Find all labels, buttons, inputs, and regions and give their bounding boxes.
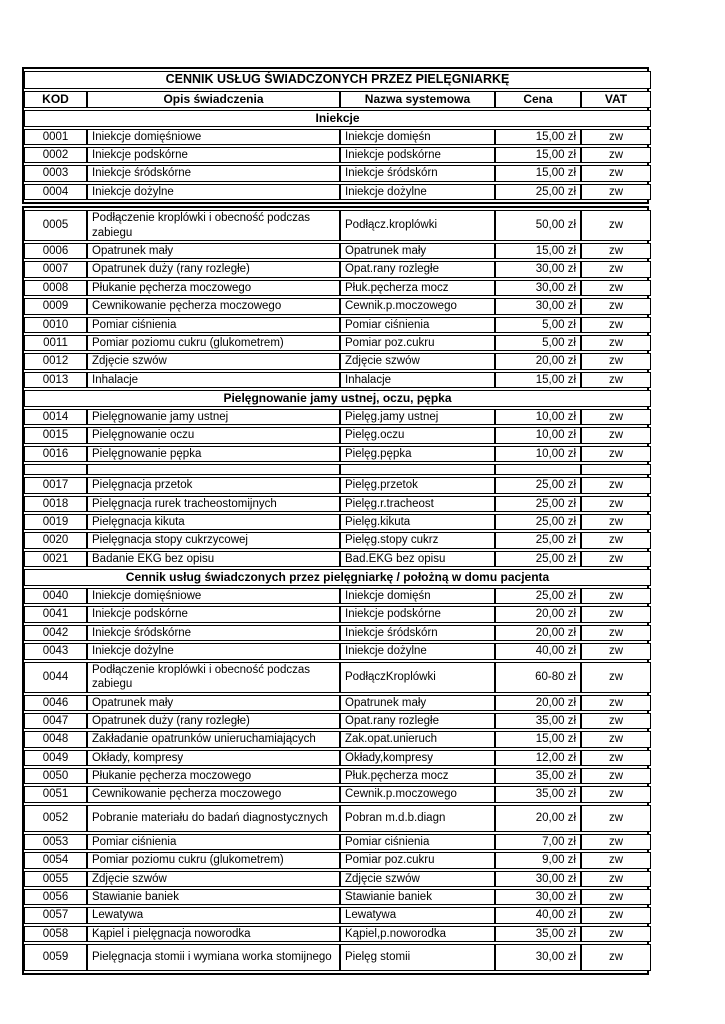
table-row: [24, 129, 651, 145]
table-row: [24, 477, 651, 493]
cell-kod: 0050: [24, 768, 87, 784]
cell-price: 35,00 zł: [495, 926, 581, 942]
cell-kod: 0044: [24, 662, 87, 693]
cell-description: Zdjęcie szwów: [87, 871, 340, 887]
cell-system-name: Iniekcje dożylne: [340, 643, 495, 659]
cell-price: 15,00 zł: [495, 731, 581, 747]
cell-kod: 0052: [24, 805, 87, 832]
cell-price: 5,00 zł: [495, 317, 581, 333]
cell-system-name: Stawianie baniek: [340, 889, 495, 905]
cell-kod: 0058: [24, 926, 87, 942]
cell-vat: zw: [581, 643, 651, 659]
cell-description: Iniekcje śródskórne: [87, 625, 340, 641]
table-row: [24, 750, 651, 766]
cell-kod: 0056: [24, 889, 87, 905]
cell-description: Pielęgnacja przetok: [87, 477, 340, 493]
cell-kod: 0042: [24, 625, 87, 641]
cell-system-name: Pielęg.stopy cukrz: [340, 532, 495, 548]
column-header-opis: Opis świadczenia: [87, 91, 340, 108]
cell-description: Pielęgnacja rurek tracheostomijnych: [87, 496, 340, 512]
cell-description: Płukanie pęcherza moczowego: [87, 768, 340, 784]
cell-system-name: Iniekcje podskórne: [340, 147, 495, 163]
cell-system-name: Zdjęcie szwów: [340, 871, 495, 887]
cell-kod: 0001: [24, 129, 87, 145]
cell-description: Pomiar poziomu cukru (glukometrem): [87, 335, 340, 351]
cell-description: Pielęgnowanie pępka: [87, 446, 340, 462]
cell-price: 20,00 zł: [495, 625, 581, 641]
table-row: [24, 210, 651, 241]
price-table: [24, 69, 651, 202]
cell-system-name: Iniekcje domięśn: [340, 129, 495, 145]
cell-vat: zw: [581, 713, 651, 729]
cell-description: Iniekcje dożylne: [87, 184, 340, 200]
cell-description: Iniekcje śródskórne: [87, 165, 340, 181]
column-header-kod: KOD: [24, 91, 87, 108]
cell-kod: 0019: [24, 514, 87, 530]
table-row: [24, 427, 651, 443]
title-row: [24, 71, 651, 89]
table-row: [24, 768, 651, 784]
cell-system-name: Cewnik.p.moczowego: [340, 298, 495, 314]
cell-vat: zw: [581, 298, 651, 314]
cell-vat: zw: [581, 514, 651, 530]
cell-description: Zakładanie opatrunków unieruchamiających: [87, 731, 340, 747]
cell-description: Płukanie pęcherza moczowego: [87, 280, 340, 296]
table-row: [24, 786, 651, 802]
cell-vat: zw: [581, 889, 651, 905]
table-row: [24, 317, 651, 333]
cell-price: 10,00 zł: [495, 409, 581, 425]
cell-vat: zw: [581, 353, 651, 369]
cell-price: 40,00 zł: [495, 907, 581, 923]
price-table-secondary: [22, 206, 649, 975]
table-row: [24, 926, 651, 942]
cell-price: 25,00 zł: [495, 184, 581, 200]
cell-vat: zw: [581, 695, 651, 711]
empty-cell: [24, 464, 87, 475]
cell-system-name: Pomiar poz.cukru: [340, 852, 495, 868]
cell-vat: zw: [581, 786, 651, 802]
cell-kod: 0020: [24, 532, 87, 548]
cell-system-name: Pomiar poz.cukru: [340, 335, 495, 351]
cell-description: Pobranie materiału do badań diagnostycznych: [87, 805, 340, 832]
cell-kod: 0015: [24, 427, 87, 443]
cell-kod: 0043: [24, 643, 87, 659]
table-row: [24, 907, 651, 923]
cell-price: 20,00 zł: [495, 695, 581, 711]
table-row: [24, 713, 651, 729]
cell-price: 25,00 zł: [495, 477, 581, 493]
cell-price: 60-80 zł: [495, 662, 581, 693]
cell-vat: zw: [581, 147, 651, 163]
cell-kod: 0053: [24, 834, 87, 850]
cell-price: 25,00 zł: [495, 514, 581, 530]
cell-vat: zw: [581, 871, 651, 887]
cell-price: 35,00 zł: [495, 786, 581, 802]
cell-price: 30,00 zł: [495, 298, 581, 314]
column-header-vat: VAT: [581, 91, 651, 108]
cell-price: 30,00 zł: [495, 944, 581, 971]
table-row: [24, 514, 651, 530]
cell-vat: zw: [581, 834, 651, 850]
cell-kod: 0016: [24, 446, 87, 462]
cell-vat: zw: [581, 280, 651, 296]
column-header-nazwa: Nazwa systemowa: [340, 91, 495, 108]
cell-kod: 0017: [24, 477, 87, 493]
cell-system-name: Pomiar ciśnienia: [340, 317, 495, 333]
cell-description: Cewnikowanie pęcherza moczowego: [87, 298, 340, 314]
cell-vat: zw: [581, 165, 651, 181]
cell-kod: 0008: [24, 280, 87, 296]
cell-price: 15,00 zł: [495, 129, 581, 145]
cell-description: Pomiar ciśnienia: [87, 834, 340, 850]
cell-price: 15,00 zł: [495, 147, 581, 163]
cell-vat: zw: [581, 662, 651, 693]
cell-vat: zw: [581, 750, 651, 766]
cell-system-name: Pobran m.d.b.diagn: [340, 805, 495, 832]
cell-price: 10,00 zł: [495, 427, 581, 443]
cell-kod: 0012: [24, 353, 87, 369]
cell-price: 15,00 zł: [495, 372, 581, 388]
cell-description: Iniekcje dożylne: [87, 643, 340, 659]
cell-system-name: Iniekcje podskórne: [340, 606, 495, 622]
cell-description: Opatrunek mały: [87, 695, 340, 711]
table-row: [24, 147, 651, 163]
cell-vat: zw: [581, 852, 651, 868]
cell-kod: 0057: [24, 907, 87, 923]
column-header-cena: Cena: [495, 91, 581, 108]
cell-kod: 0005: [24, 210, 87, 241]
cell-price: 35,00 zł: [495, 768, 581, 784]
cell-kod: 0021: [24, 551, 87, 567]
table-row: [24, 496, 651, 512]
cell-price: 30,00 zł: [495, 261, 581, 277]
cell-kod: 0002: [24, 147, 87, 163]
cell-price: 50,00 zł: [495, 210, 581, 241]
cell-kod: 0059: [24, 944, 87, 971]
cell-description: Lewatywa: [87, 907, 340, 923]
table-row: [24, 805, 651, 832]
cell-kod: 0011: [24, 335, 87, 351]
cell-system-name: Pielęg.kikuta: [340, 514, 495, 530]
table-row: [24, 834, 651, 850]
cell-kod: 0041: [24, 606, 87, 622]
cell-system-name: Kąpiel,p.noworodka: [340, 926, 495, 942]
cell-vat: zw: [581, 768, 651, 784]
cell-kod: 0006: [24, 243, 87, 259]
cell-system-name: Iniekcje śródskórn: [340, 625, 495, 641]
table-row: [24, 871, 651, 887]
cell-vat: zw: [581, 409, 651, 425]
cell-system-name: Podłącz.kroplówki: [340, 210, 495, 241]
table-row: [24, 889, 651, 905]
cell-description: Iniekcje podskórne: [87, 147, 340, 163]
cell-vat: zw: [581, 805, 651, 832]
cell-vat: zw: [581, 532, 651, 548]
table-row: [24, 588, 651, 604]
cell-price: 40,00 zł: [495, 643, 581, 659]
cell-price: 15,00 zł: [495, 165, 581, 181]
cell-system-name: Pielęg.pępka: [340, 446, 495, 462]
cell-price: 20,00 zł: [495, 606, 581, 622]
table-row: [24, 353, 651, 369]
table-row: [24, 184, 651, 200]
cell-vat: zw: [581, 477, 651, 493]
cell-system-name: PodłączKroplówki: [340, 662, 495, 693]
cell-vat: zw: [581, 446, 651, 462]
cell-system-name: Opat.rany rozległe: [340, 713, 495, 729]
column-header-row: [24, 91, 651, 108]
cell-description: Opatrunek duży (rany rozległe): [87, 713, 340, 729]
empty-cell: [340, 464, 495, 475]
cell-system-name: Opatrunek mały: [340, 243, 495, 259]
price-table-primary: [22, 67, 649, 204]
table-row: [24, 551, 651, 567]
cell-kod: 0013: [24, 372, 87, 388]
cell-description: Pielęgnacja kikuta: [87, 514, 340, 530]
table-row: [24, 731, 651, 747]
cell-description: Iniekcje domięśniowe: [87, 129, 340, 145]
cell-system-name: Lewatywa: [340, 907, 495, 923]
cell-kod: 0051: [24, 786, 87, 802]
cell-kod: 0007: [24, 261, 87, 277]
table-row: [24, 643, 651, 659]
cell-system-name: Cewnik.p.moczowego: [340, 786, 495, 802]
cell-price: 35,00 zł: [495, 713, 581, 729]
cell-price: 25,00 zł: [495, 532, 581, 548]
cell-kod: 0003: [24, 165, 87, 181]
cell-vat: zw: [581, 731, 651, 747]
section-header-row: [24, 390, 651, 407]
table-row: [24, 165, 651, 181]
cell-vat: zw: [581, 335, 651, 351]
cell-description: Pielęgnacja stomii i wymiana worka stomijnego: [87, 944, 340, 971]
cell-system-name: Iniekcje dożylne: [340, 184, 495, 200]
cell-description: Kąpiel i pielęgnacja noworodka: [87, 926, 340, 942]
empty-cell: [495, 464, 581, 475]
table-row: [24, 243, 651, 259]
cell-kod: 0018: [24, 496, 87, 512]
cell-vat: zw: [581, 184, 651, 200]
cell-vat: zw: [581, 606, 651, 622]
cell-vat: zw: [581, 926, 651, 942]
table-row: [24, 606, 651, 622]
cell-price: 7,00 zł: [495, 834, 581, 850]
table-row: [24, 695, 651, 711]
document-title: CENNIK USŁUG ŚWIADCZONYCH PRZEZ PIELĘGNIARKĘ: [24, 71, 651, 89]
cell-system-name: Inhalacje: [340, 372, 495, 388]
empty-cell: [581, 464, 651, 475]
cell-kod: 0054: [24, 852, 87, 868]
cell-system-name: Pielęg.r.tracheost: [340, 496, 495, 512]
cell-kod: 0040: [24, 588, 87, 604]
table-row: [24, 852, 651, 868]
cell-price: 10,00 zł: [495, 446, 581, 462]
cell-vat: zw: [581, 496, 651, 512]
cell-kod: 0055: [24, 871, 87, 887]
table-row: [24, 261, 651, 277]
cell-vat: zw: [581, 210, 651, 241]
cell-vat: zw: [581, 907, 651, 923]
cell-description: Pielęgnowanie oczu: [87, 427, 340, 443]
cell-description: Podłączenie kroplówki i obecność podczas zabiegu: [87, 662, 340, 693]
cell-kod: 0049: [24, 750, 87, 766]
table-row: [24, 662, 651, 693]
cell-description: Pielęgnacja stopy cukrzycowej: [87, 532, 340, 548]
section-label: Iniekcje: [24, 110, 651, 127]
cell-price: 30,00 zł: [495, 871, 581, 887]
table-row: [24, 372, 651, 388]
section-label: Cennik usług świadczonych przez pielęgniarkę / położną w domu pacjenta: [24, 569, 651, 586]
cell-vat: zw: [581, 243, 651, 259]
cell-system-name: Pomiar ciśnienia: [340, 834, 495, 850]
cell-description: Stawianie baniek: [87, 889, 340, 905]
cell-price: 5,00 zł: [495, 335, 581, 351]
cell-kod: 0046: [24, 695, 87, 711]
cell-price: 25,00 zł: [495, 496, 581, 512]
empty-cell: [87, 464, 340, 475]
table-row: [24, 280, 651, 296]
cell-vat: zw: [581, 551, 651, 567]
cell-vat: zw: [581, 427, 651, 443]
cell-system-name: Opat.rany rozległe: [340, 261, 495, 277]
cell-description: Pomiar poziomu cukru (glukometrem): [87, 852, 340, 868]
section-label: Pielęgnowanie jamy ustnej, oczu, pępka: [24, 390, 651, 407]
cell-system-name: Zak.opat.unieruch: [340, 731, 495, 747]
cell-vat: zw: [581, 625, 651, 641]
cell-description: Iniekcje domięśniowe: [87, 588, 340, 604]
cell-price: 25,00 zł: [495, 588, 581, 604]
cell-description: Okłady, kompresy: [87, 750, 340, 766]
cell-system-name: Płuk.pęcherza mocz: [340, 280, 495, 296]
cell-system-name: Pielęg.przetok: [340, 477, 495, 493]
cell-description: Opatrunek duży (rany rozległe): [87, 261, 340, 277]
cell-system-name: Okłady,kompresy: [340, 750, 495, 766]
cell-description: Podłączenie kroplówki i obecność podczas zabiegu: [87, 210, 340, 241]
table-row: [24, 335, 651, 351]
table-row: [24, 409, 651, 425]
cell-price: 9,00 zł: [495, 852, 581, 868]
cell-system-name: Pielęg.jamy ustnej: [340, 409, 495, 425]
section-header-row: [24, 569, 651, 586]
cell-system-name: Płuk.pęcherza mocz: [340, 768, 495, 784]
cell-vat: zw: [581, 372, 651, 388]
cell-description: Iniekcje podskórne: [87, 606, 340, 622]
cell-price: 20,00 zł: [495, 353, 581, 369]
cell-kod: 0009: [24, 298, 87, 314]
cell-description: Opatrunek mały: [87, 243, 340, 259]
cell-description: Badanie EKG bez opisu: [87, 551, 340, 567]
cell-description: Inhalacje: [87, 372, 340, 388]
cell-system-name: Opatrunek mały: [340, 695, 495, 711]
empty-row: [24, 464, 651, 475]
table-row: [24, 625, 651, 641]
cell-kod: 0014: [24, 409, 87, 425]
cell-system-name: Pielęg stomii: [340, 944, 495, 971]
cell-price: 20,00 zł: [495, 805, 581, 832]
cell-vat: zw: [581, 317, 651, 333]
cell-system-name: Pielęg.oczu: [340, 427, 495, 443]
cell-system-name: Iniekcje śródskórn: [340, 165, 495, 181]
cell-kod: 0048: [24, 731, 87, 747]
cell-description: Zdjęcie szwów: [87, 353, 340, 369]
cell-price: 15,00 zł: [495, 243, 581, 259]
cell-vat: zw: [581, 129, 651, 145]
cell-description: Cewnikowanie pęcherza moczowego: [87, 786, 340, 802]
cell-price: 30,00 zł: [495, 889, 581, 905]
cell-system-name: Bad.EKG bez opisu: [340, 551, 495, 567]
table-row: [24, 298, 651, 314]
cell-system-name: Iniekcje domięśn: [340, 588, 495, 604]
cell-kod: 0004: [24, 184, 87, 200]
table-row: [24, 446, 651, 462]
cell-description: Pielęgnowanie jamy ustnej: [87, 409, 340, 425]
cell-description: Pomiar ciśnienia: [87, 317, 340, 333]
price-table: [24, 208, 651, 973]
cell-system-name: Zdjęcie szwów: [340, 353, 495, 369]
table-row: [24, 532, 651, 548]
cell-kod: 0010: [24, 317, 87, 333]
cell-kod: 0047: [24, 713, 87, 729]
cell-price: 25,00 zł: [495, 551, 581, 567]
section-header-row: [24, 110, 651, 127]
cell-price: 12,00 zł: [495, 750, 581, 766]
cell-vat: zw: [581, 261, 651, 277]
cell-vat: zw: [581, 588, 651, 604]
cell-price: 30,00 zł: [495, 280, 581, 296]
table-row: [24, 944, 651, 971]
cell-vat: zw: [581, 944, 651, 971]
